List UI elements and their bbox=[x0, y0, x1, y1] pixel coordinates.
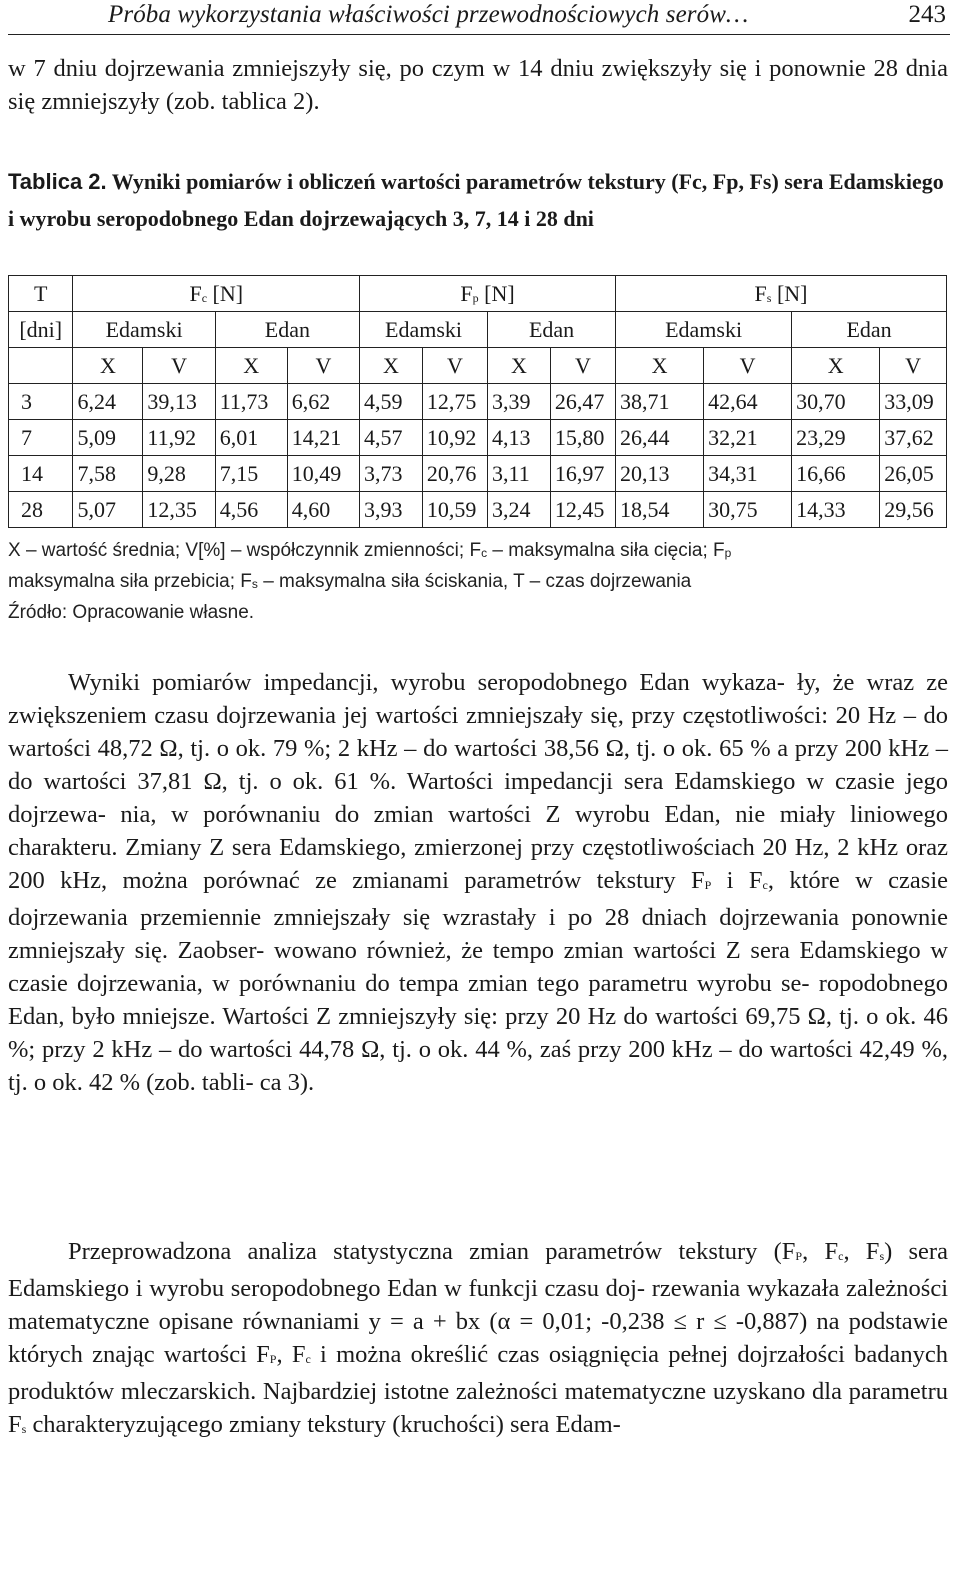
header-stat: X bbox=[792, 348, 880, 384]
page-number: 243 bbox=[908, 1, 946, 28]
header-stat: X bbox=[360, 348, 423, 384]
table-caption bbox=[8, 163, 948, 237]
body-paragraph-impedance: Wyniki pomiarów impedancji, wyrobu seropodobnego Edan wykaza- ły, że wraz ze zwiększeniem czasu dojrzewania jej wartości zmniejszały się, przy częstotliwości: 20 Hz – do wartości 48,72 Ω, tj. o ok. 79 %; 2 kHz – do wartości 38,56 Ω, tj. o ok. 65 % a przy 200 kHz – do wartości 37,81 Ω, tj. o ok. 61 %. Wartości impedancji sera Edamskiego w czasie jego dojrzewa- nia, w porównaniu do zmian wartości Z wyrobu Edan, nie miały liniowego charakteru. Zmiany Z sera Edamskiego, zmierzonej przy częstotliwościach 20 Hz, 2 kHz oraz 200 kHz, można porównać ze zmianami parametrów tekstury $F_P$ i $F_c$, które w czasie dojrzewania przemiennie zmniejszały się wzrastały i po 28 dniach dojrzewania ponownie zmniejszały się. Zaobser- wowano również, że tempo zmian wartości Z sera Edamskiego w czasie dojrzewania, w porównaniu do tempa zmian tego parametru wyrobu se- ropodobnego Edan, było mniejsze. Wartości Z zmniejszyły się: przy 20 Hz do wartości 69,75 Ω, tj. o ok. 46 %; przy 2 kHz – do wartości 44,78 Ω, tj. o ok. 44 %, zaś przy 200 kHz – do wartości 42,49 %, tj. o ok. 42 % (zob. tabli- ca 3). bbox=[8, 669, 949, 1096]
table-cell: 3,24 bbox=[488, 492, 551, 528]
table-caption-text: Wyniki pomiarów i obliczeń wartości parametrów tekstury (Fc, Fp, Fs) sera Edamskiego i wyrobu seropodobnego Edan dojrzewających 3, 7, 14 i 28 dni bbox=[8, 169, 944, 231]
table-cell: 16,97 bbox=[550, 456, 615, 492]
table-cell: 18,54 bbox=[616, 492, 704, 528]
table-cell: 3,73 bbox=[360, 456, 423, 492]
header-row-parameters bbox=[9, 276, 947, 312]
header-product: Edan bbox=[792, 312, 947, 348]
table-cell: 15,80 bbox=[550, 420, 615, 456]
table-cell: 38,71 bbox=[616, 384, 704, 420]
table-cell: 26,05 bbox=[880, 456, 947, 492]
table-cell: 39,13 bbox=[143, 384, 215, 420]
table-cell: 16,66 bbox=[792, 456, 880, 492]
table-cell: 3,39 bbox=[488, 384, 551, 420]
table-cell: 26,47 bbox=[550, 384, 615, 420]
header-stat: V bbox=[880, 348, 947, 384]
table-row bbox=[9, 456, 947, 492]
header-stat: V bbox=[704, 348, 792, 384]
table-cell: 4,57 bbox=[360, 420, 423, 456]
table-cell: 11,73 bbox=[215, 384, 287, 420]
page-header bbox=[8, 0, 950, 35]
header-stat: V bbox=[422, 348, 487, 384]
table-caption-label: Tablica 2. bbox=[8, 169, 107, 194]
header-stat: X bbox=[215, 348, 287, 384]
header-row-products bbox=[9, 312, 947, 348]
header-fs: $F_s$ [N] bbox=[616, 276, 947, 312]
table-cell: 10,59 bbox=[422, 492, 487, 528]
table-cell: 37,62 bbox=[880, 420, 947, 456]
table-cell: 30,70 bbox=[792, 384, 880, 420]
table-cell: 6,24 bbox=[73, 384, 143, 420]
table-row bbox=[9, 420, 947, 456]
row-day: 3 bbox=[9, 384, 73, 420]
table-source: Źródło: Opracowanie własne. bbox=[8, 602, 255, 623]
table-legend bbox=[8, 536, 948, 627]
header-fc: $F_c$ [N] bbox=[73, 276, 360, 312]
table-row bbox=[9, 384, 947, 420]
table-cell: 32,21 bbox=[704, 420, 792, 456]
table-cell: 7,15 bbox=[215, 456, 287, 492]
header-empty bbox=[9, 348, 73, 384]
running-title: Próba wykorzystania właściwości przewodnościowych serów… bbox=[108, 1, 749, 28]
table-cell: 9,28 bbox=[143, 456, 215, 492]
header-t: T bbox=[9, 276, 73, 312]
header-product: Edamski bbox=[73, 312, 215, 348]
table-cell: 12,35 bbox=[143, 492, 215, 528]
table-cell: 4,56 bbox=[215, 492, 287, 528]
results-table bbox=[8, 275, 947, 528]
body-paragraph-statistics: Przeprowadzona analiza statystyczna zmian parametrów tekstury ($F_P$, $F_c$, $F_s$) sera Edamskiego i wyrobu seropodobnego Edan w funkcji czasu doj- rzewania wykazała zależności matematyczne opisane równaniami y = a + bx (α = 0,01; -0,238 ≤ r ≤ -0,887) na podstawie których znając wartości $F_P$, $F_c$ i można określić czas osiągnięcia pełnej dojrzałości badanych produktów mleczarskich. Najbardziej istotne zależności matematyczne uzyskano dla parametru $F_s$ charakteryzującego zmiany tekstury (kruchości) sera Edam- bbox=[8, 1238, 948, 1438]
header-stat: X bbox=[488, 348, 551, 384]
table-row bbox=[9, 492, 947, 528]
header-stat: X bbox=[616, 348, 704, 384]
table-cell: 6,01 bbox=[215, 420, 287, 456]
table-cell: 26,44 bbox=[616, 420, 704, 456]
header-stat: V bbox=[287, 348, 359, 384]
table-cell: 4,13 bbox=[488, 420, 551, 456]
table-cell: 4,59 bbox=[360, 384, 423, 420]
table-cell: 12,45 bbox=[550, 492, 615, 528]
table-cell: 30,75 bbox=[704, 492, 792, 528]
table-cell: 23,29 bbox=[792, 420, 880, 456]
table-cell: 10,92 bbox=[422, 420, 487, 456]
table-cell: 6,62 bbox=[287, 384, 359, 420]
row-day: 28 bbox=[9, 492, 73, 528]
table-cell: 12,75 bbox=[422, 384, 487, 420]
header-product: Edamski bbox=[616, 312, 792, 348]
table-cell: 14,33 bbox=[792, 492, 880, 528]
table-cell: 11,92 bbox=[143, 420, 215, 456]
header-row-stats bbox=[9, 348, 947, 384]
table-cell: 7,58 bbox=[73, 456, 143, 492]
row-day: 14 bbox=[9, 456, 73, 492]
table-cell: 3,11 bbox=[488, 456, 551, 492]
header-fp: $F_p$ [N] bbox=[360, 276, 616, 312]
table-cell: 5,09 bbox=[73, 420, 143, 456]
table-cell: 29,56 bbox=[880, 492, 947, 528]
header-stat: X bbox=[73, 348, 143, 384]
row-day: 7 bbox=[9, 420, 73, 456]
table-cell: 10,49 bbox=[287, 456, 359, 492]
table-cell: 3,93 bbox=[360, 492, 423, 528]
table-cell: 4,60 bbox=[287, 492, 359, 528]
table-cell: 34,31 bbox=[704, 456, 792, 492]
header-product: Edan bbox=[488, 312, 616, 348]
table-cell: 42,64 bbox=[704, 384, 792, 420]
header-product: Edan bbox=[215, 312, 359, 348]
table-cell: 33,09 bbox=[880, 384, 947, 420]
intro-paragraph: w 7 dniu dojrzewania zmniejszyły się, po czym w 14 dniu zwiększyły się i ponownie 28 dnia się zmniejszyły (zob. tablica 2). bbox=[8, 55, 948, 115]
legend-line-2: maksymalna siła przebicia; $F_s$ – maksymalna siła ściskania, T – czas dojrzewania bbox=[8, 571, 692, 592]
table-cell: 14,21 bbox=[287, 420, 359, 456]
table-cell: 20,76 bbox=[422, 456, 487, 492]
table-cell: 5,07 bbox=[73, 492, 143, 528]
table-cell: 20,13 bbox=[616, 456, 704, 492]
legend-line-1: X – wartość średnia; V[%] – współczynnik zmienności; $F_c$ – maksymalna siła cięcia; $F_p$ bbox=[8, 540, 732, 561]
header-t-unit: [dni] bbox=[9, 312, 73, 348]
header-product: Edamski bbox=[360, 312, 488, 348]
header-stat: V bbox=[143, 348, 215, 384]
header-stat: V bbox=[550, 348, 615, 384]
